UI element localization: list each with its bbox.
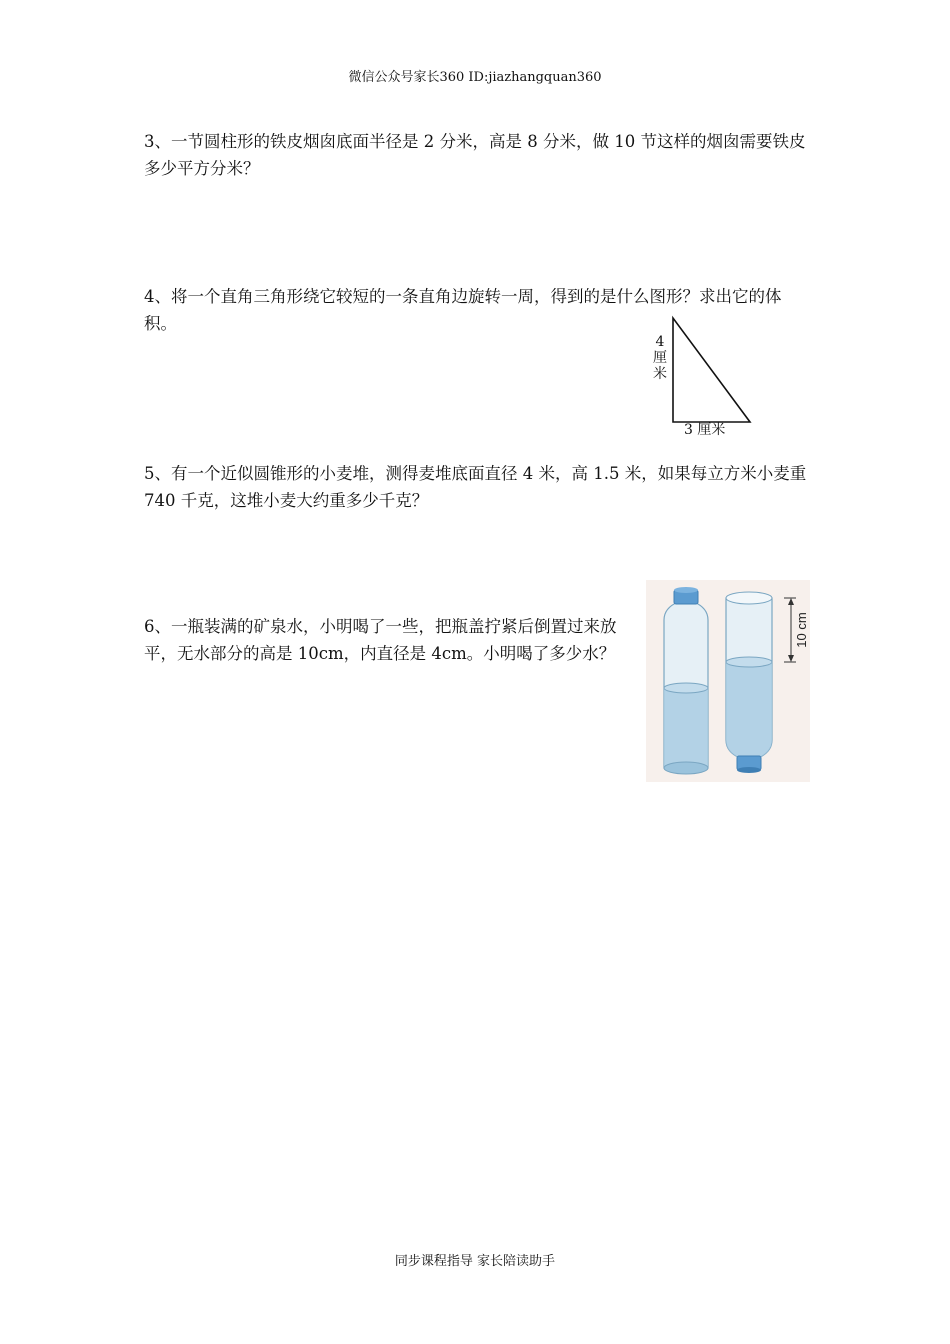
- question-3: 3、一节圆柱形的铁皮烟囱底面半径是 2 分米，高是 8 分米，做 10 节这样的烟囱需要铁皮多少平方分米？: [144, 132, 806, 178]
- measure-label: 10 cm: [794, 612, 809, 648]
- right-triangle-figure: [640, 310, 770, 445]
- page-footer: 同步课程指导 家长陪读助手: [394, 1254, 556, 1269]
- question-6: 6、一瓶装满的矿泉水，小明喝了一些，把瓶盖拧紧后倒置过来放平，无水部分的高是 10cm，内直径是 4cm。小明喝了多少水？: [144, 617, 617, 663]
- triangle-base-label: 3 厘米: [684, 422, 726, 438]
- upright-bottle: [664, 587, 708, 774]
- page-header: 微信公众号家长360 ID:jiazhangquan360: [348, 70, 602, 85]
- bottles-drawing: [646, 580, 810, 782]
- question-4: 4、将一个直角三角形绕它较短的一条直角边旋转一周，得到的是什么图形？求出它的体积。: [144, 287, 782, 333]
- bottles-illustration: [646, 580, 810, 782]
- question-5: 5、有一个近似圆锥形的小麦堆，测得麦堆底面直径 4 米，高 1.5 米，如果每立方米小麦重 740 千克，这堆小麦大约重多少千克？: [144, 464, 807, 510]
- triangle-height-label: 4 厘 米: [653, 334, 667, 382]
- inverted-bottle: [726, 592, 772, 773]
